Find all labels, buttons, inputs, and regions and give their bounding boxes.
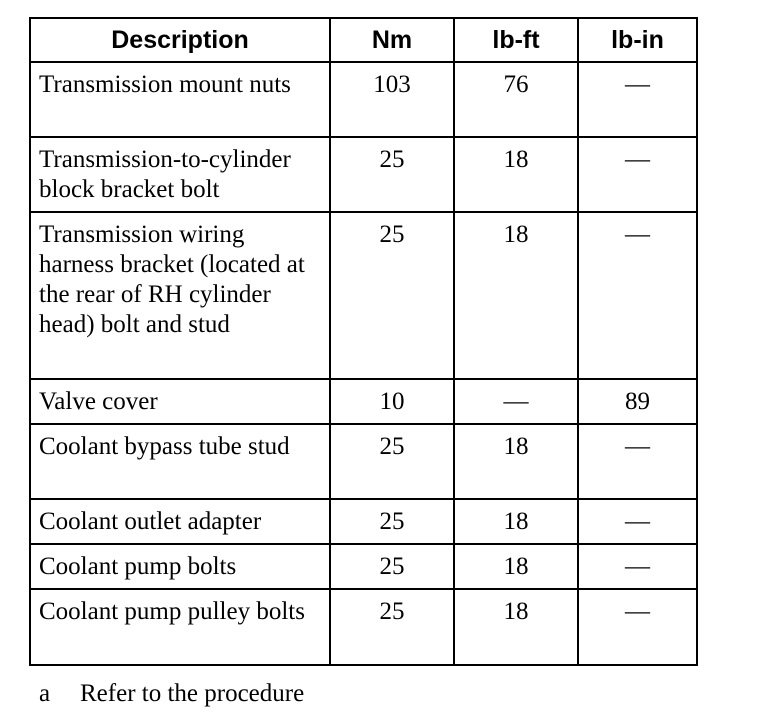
row-lb-in: — (578, 212, 697, 379)
table-row (30, 499, 697, 544)
header-description: Description (30, 18, 330, 62)
row-lb-in: — (578, 589, 697, 665)
table-row (30, 137, 697, 212)
row-lb-ft: 18 (454, 212, 578, 379)
row-nm: 25 (330, 544, 454, 589)
footnote (39, 679, 304, 709)
row-nm: 103 (330, 62, 454, 137)
row-description: Valve cover (30, 379, 330, 424)
table-row (30, 379, 697, 424)
table-row (30, 62, 697, 137)
row-description: Coolant pump pulley bolts (30, 589, 330, 665)
row-nm: 10 (330, 379, 454, 424)
table-row (30, 424, 697, 499)
row-lb-ft: 76 (454, 62, 578, 137)
footnote-mark: a (39, 680, 51, 707)
row-lb-in: — (578, 137, 697, 212)
table-header-row (30, 18, 697, 62)
header-lb-in: lb-in (578, 18, 697, 62)
row-lb-ft: 18 (454, 424, 578, 499)
table-row (30, 212, 697, 379)
row-lb-ft: 18 (454, 137, 578, 212)
row-description: Coolant pump bolts (30, 544, 330, 589)
row-lb-in: 89 (578, 379, 697, 424)
footnote-text: Refer to the procedure (80, 680, 305, 707)
table-row (30, 544, 697, 589)
header-lb-ft: lb-ft (454, 18, 578, 62)
row-description: Coolant outlet adapter (30, 499, 330, 544)
row-nm: 25 (330, 424, 454, 499)
row-description: Transmission wiring harness bracket (located at the rear of RH cylinder head) bolt and stud (30, 212, 330, 379)
table-row (30, 589, 697, 665)
row-description: Transmission-to-cylinder block bracket bolt (30, 137, 330, 212)
row-lb-in: — (578, 499, 697, 544)
row-lb-ft: — (454, 379, 578, 424)
row-nm: 25 (330, 212, 454, 379)
row-lb-in: — (578, 424, 697, 499)
row-description: Coolant bypass tube stud (30, 424, 330, 499)
row-lb-in: — (578, 62, 697, 137)
torque-spec-table (29, 17, 698, 666)
row-lb-ft: 18 (454, 544, 578, 589)
header-nm: Nm (330, 18, 454, 62)
row-nm: 25 (330, 499, 454, 544)
row-description: Transmission mount nuts (30, 62, 330, 137)
row-nm: 25 (330, 137, 454, 212)
row-lb-in: — (578, 544, 697, 589)
row-lb-ft: 18 (454, 499, 578, 544)
row-nm: 25 (330, 589, 454, 665)
row-lb-ft: 18 (454, 589, 578, 665)
